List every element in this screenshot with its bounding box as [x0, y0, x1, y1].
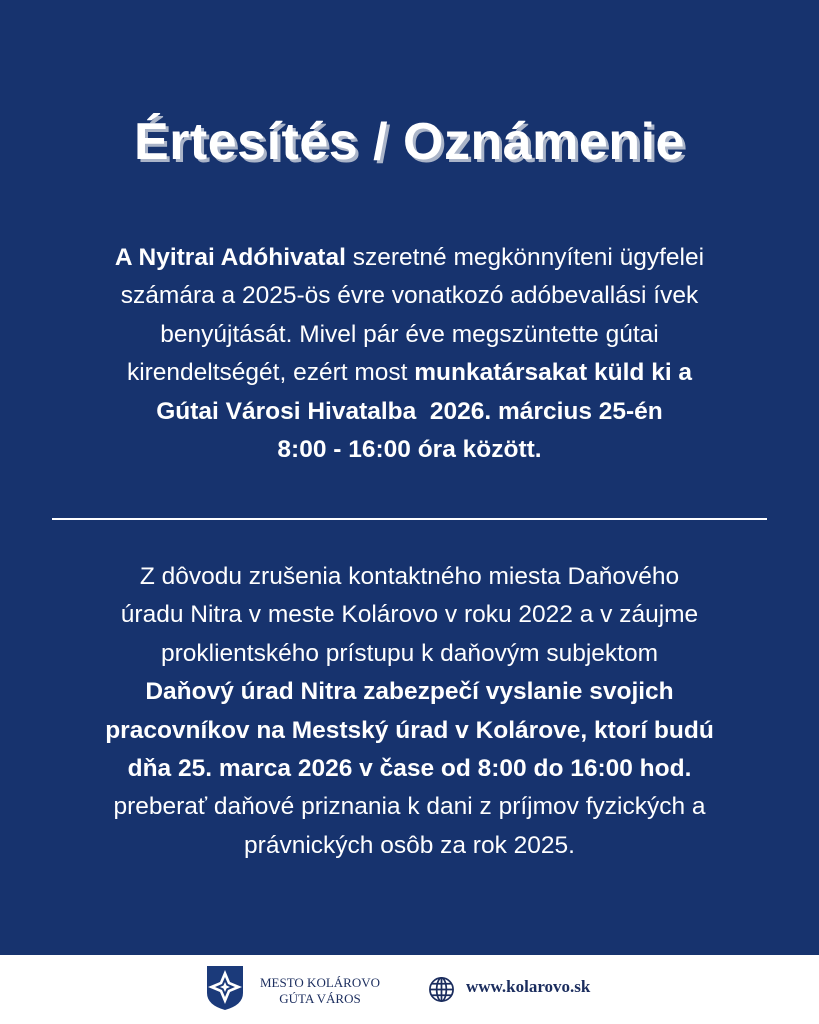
- bold-text: dňa 25. marca 2026 v čase od 8:00 do 16:00 hod.: [127, 755, 692, 783]
- footer: [0, 955, 819, 1024]
- text-line: [0, 596, 819, 634]
- text-line: [0, 673, 819, 711]
- text-line: [0, 354, 819, 392]
- text-line: [0, 788, 819, 826]
- text-line: [0, 750, 819, 788]
- bold-text: pracovníkov na Mestský úrad v Kolárove, ktorí budú: [105, 716, 714, 744]
- text-line: [0, 239, 819, 277]
- text: preberať daňové priznania k dani z príjmov fyzických a: [113, 793, 706, 821]
- city-name-hungarian: GÚTA VÁROS: [279, 991, 361, 1006]
- bold-text: Gútai Városi Hivatalba 2026. március 25-én: [156, 397, 663, 425]
- text-line: [0, 827, 819, 865]
- globe-icon: [428, 976, 455, 1003]
- text: Z dôvodu zrušenia kontaktného miesta Daňového: [139, 563, 680, 590]
- page-title: Értesítés / Oznámenie: [134, 113, 685, 171]
- bold-text: 8:00 - 16:00 óra között.: [277, 436, 542, 464]
- text-line: [0, 316, 819, 354]
- bold-text: A Nyitrai Adóhivatal: [114, 244, 346, 271]
- text: szeretné megkönnyíteni ügyfelei: [345, 244, 705, 271]
- text-line: [0, 431, 819, 469]
- text-line: [0, 558, 819, 596]
- text: számára a 2025-ös évre vonatkozó adóbevallási ívek: [120, 282, 699, 310]
- text: kirendeltségét, ezért most: [126, 359, 415, 387]
- bold-text: munkatársakat küld ki a: [414, 359, 693, 387]
- city-name: [258, 975, 382, 1007]
- text: proklientského prístupu k daňovým subjektom: [160, 639, 659, 667]
- website-link[interactable]: www.kolarovo.sk: [466, 977, 591, 996]
- notice-paragraph-hungarian: [0, 239, 819, 469]
- text-line: [0, 277, 819, 315]
- city-name-slovak: MESTO KOLÁROVO: [259, 975, 380, 990]
- text-line: [0, 393, 819, 431]
- text: právnických osôb za rok 2025.: [244, 831, 575, 859]
- text: úradu Nitra v meste Kolárovo v roku 2022 a v záujme: [120, 601, 699, 629]
- divider: [52, 518, 767, 520]
- city-coat-of-arms-icon: [206, 965, 244, 1011]
- text-line: [0, 712, 819, 750]
- text-line: [0, 635, 819, 673]
- text: benyújtását. Mivel pár éve megszüntette gútai: [160, 320, 659, 348]
- notice-paragraph-slovak: [0, 558, 819, 865]
- bold-text: Daňový úrad Nitra zabezpečí vyslanie svojich: [145, 678, 674, 706]
